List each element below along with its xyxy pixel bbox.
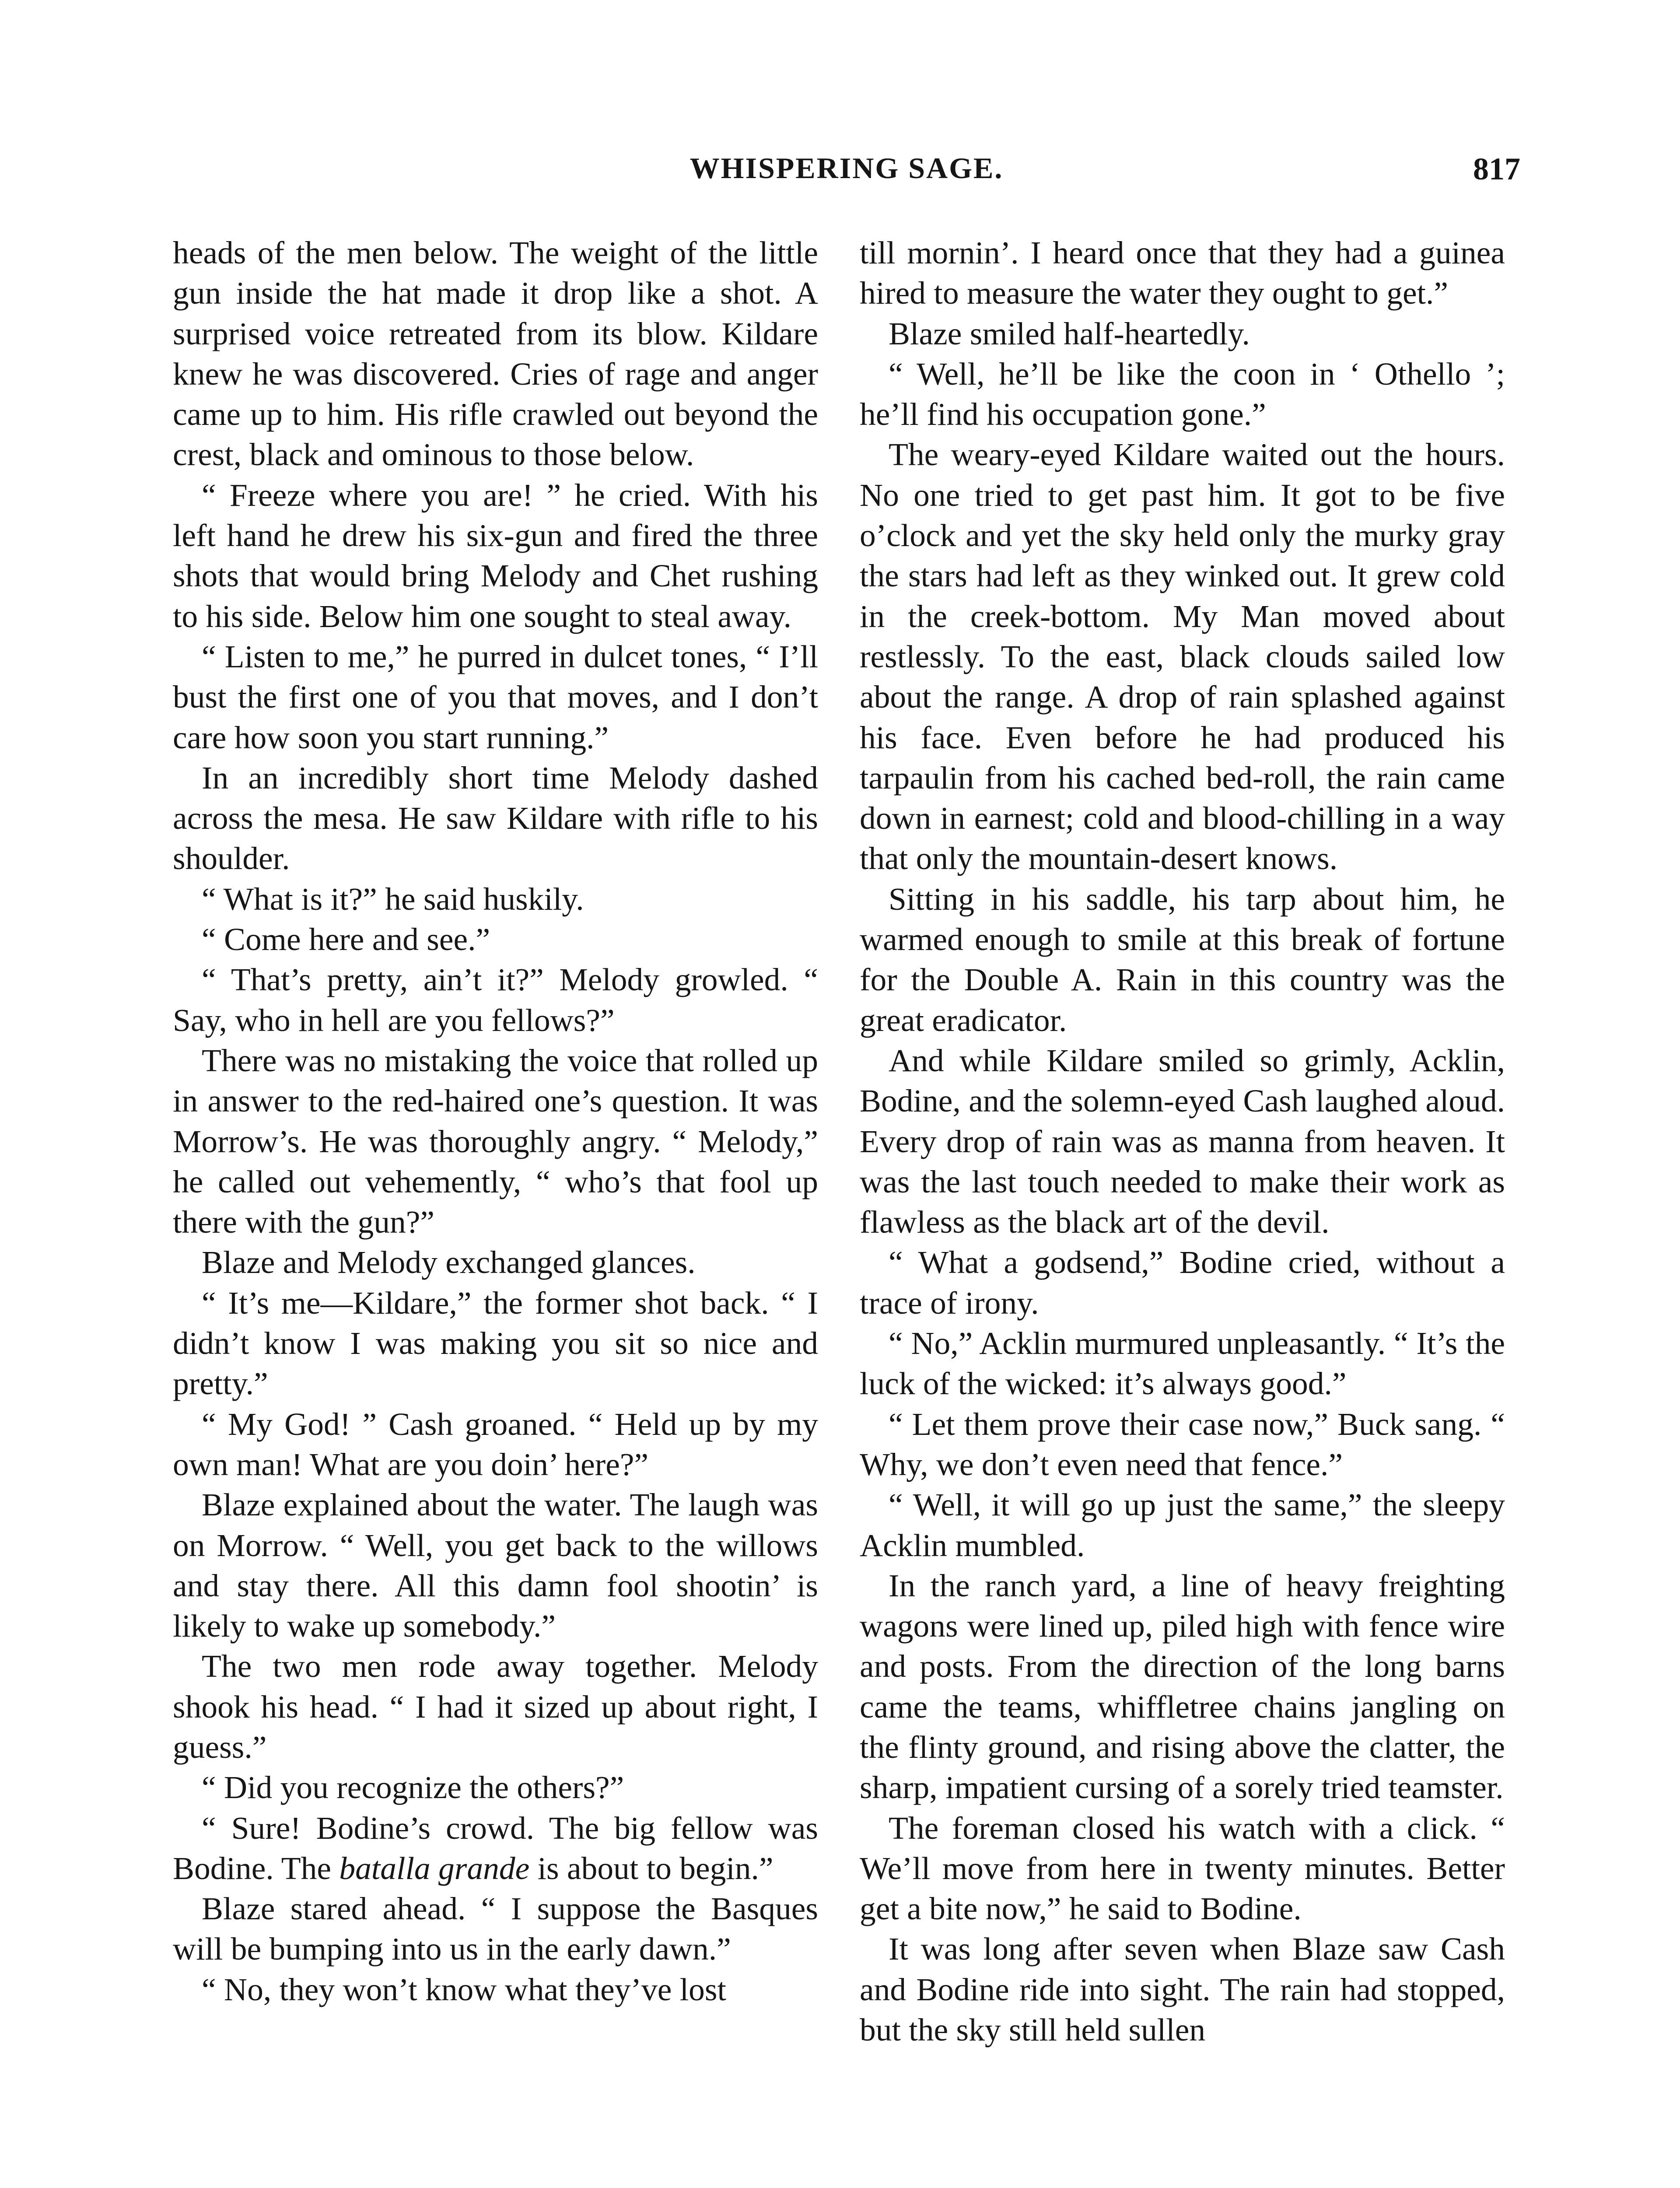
paragraph <box>860 1323 1505 1404</box>
paragraph <box>860 1242 1505 1323</box>
paragraph-text: It was long after seven when Blaze saw Cash and Bodine ride into sight. The rain had stopped, but the sky still held sullen <box>860 1931 1505 2048</box>
page-number: 817 <box>1473 151 1520 186</box>
paragraph <box>173 475 818 637</box>
paragraph-text-after: is about to begin.” <box>529 1850 774 1886</box>
left-text-column <box>173 233 818 2010</box>
paragraph <box>860 1485 1505 1566</box>
paragraph <box>173 1041 818 1242</box>
paragraph <box>173 1404 818 1485</box>
paragraph <box>173 1485 818 1646</box>
paragraph-text: “ Come here and see.” <box>202 922 490 957</box>
paragraph <box>860 1404 1505 1485</box>
paragraph <box>173 1808 818 1889</box>
paragraph <box>173 637 818 758</box>
paragraph-text: “ Listen to me,” he purred in dulcet tones, “ I’ll bust the first one of you that moves, and I don’t care how soon you start running.” <box>173 638 818 755</box>
paragraph-text: In the ranch yard, a line of heavy freighting wagons were lined up, piled high with fence wire and posts. From the direction of the long barns came the teams, whiffletree chains jangling on the flinty ground, and rising above the clatter, the sharp, impatient cursing of a sorely tried teamster. <box>860 1567 1505 1806</box>
running-title: WHISPERING SAGE. <box>690 151 1004 185</box>
paragraph-text: “ Well, he’ll be like the coon in ‘ Othello ’; he’ll find his occupation gone.” <box>860 356 1505 432</box>
paragraph <box>173 919 818 960</box>
paragraph <box>860 435 1505 879</box>
paragraph-text: Blaze and Melody exchanged glances. <box>202 1245 696 1280</box>
paragraph <box>860 879 1505 1041</box>
paragraph-text: “ What a godsend,” Bodine cried, without a trace of irony. <box>860 1245 1505 1321</box>
paragraph <box>173 1242 818 1283</box>
paragraph-text: “ Did you recognize the others?” <box>202 1770 624 1806</box>
paragraph <box>173 960 818 1041</box>
paragraph-text: “ No,” Acklin murmured unpleasantly. “ It’s the luck of the wicked: it’s always good.” <box>860 1325 1505 1402</box>
paragraph <box>173 879 818 919</box>
paragraph-text: “ What is it?” he said huskily. <box>202 881 584 917</box>
paragraph <box>860 1929 1505 2050</box>
paragraph <box>173 1889 818 1970</box>
paragraph-text: till mornin’. I heard once that they had a guinea hired to measure the water they ought to get.” <box>860 235 1505 311</box>
paragraph <box>860 1566 1505 1808</box>
right-text-column <box>860 233 1505 2050</box>
paragraph-text: The foreman closed his watch with a click. “ We’ll move from here in twenty minutes. Better get a bite now,” he said to Bodine. <box>860 1810 1505 1927</box>
paragraph <box>860 1808 1505 1929</box>
paragraph <box>173 758 818 879</box>
paragraph-text: In an incredibly short time Melody dashed across the mesa. He saw Kildare with rifle to his shoulder. <box>173 760 818 877</box>
paragraph-text: Sitting in his saddle, his tarp about him, he warmed enough to smile at this break of fortune for the Double A. Rain in this country was the great eradicator. <box>860 881 1505 1038</box>
paragraph-text: The weary-eyed Kildare waited out the hours. No one tried to get past him. It got to be five o’clock and yet the sky held only the murky gray the stars had left as they winked out. It grew cold in the creek-bottom. My Man moved about restlessly. To the east, black clouds sailed low about the range. A drop of rain splashed against his face. Even before he had produced his tarpaulin from his cached bed-roll, the rain came down in earnest; cold and blood-chilling in a way that only the mountain-desert knows. <box>860 437 1505 877</box>
paragraph <box>860 354 1505 435</box>
paragraph-text: “ Let them prove their case now,” Buck sang. “ Why, we don’t even need that fence.” <box>860 1406 1505 1482</box>
paragraph <box>173 233 818 475</box>
paragraph-text: The two men rode away together. Melody shook his head. “ I had it sized up about right, I guess.” <box>173 1648 818 1765</box>
paragraph-text: heads of the men below. The weight of the little gun inside the hat made it drop like a shot. A surprised voice retreated from its blow. Kildare knew he was discovered. Cries of rage and anger came up to him. His rifle crawled out beyond the crest, black and ominous to those below. <box>173 235 818 473</box>
paragraph <box>860 314 1505 354</box>
paragraph-text: And while Kildare smiled so grimly, Acklin, Bodine, and the solemn-eyed Cash laughed aloud. Every drop of rain was as manna from heaven. It was the last touch needed to make their work as flawless as the black art of the devil. <box>860 1042 1505 1240</box>
paragraph-text: “ Freeze where you are! ” he cried. With his left hand he drew his six-gun and fired the three shots that would bring Melody and Chet rushing to his side. Below him one sought to steal away. <box>173 477 818 634</box>
paragraph-text: Blaze smiled half-heartedly. <box>889 316 1250 351</box>
paragraph-text: “ Sure! Bodine’s crowd. The big fellow was Bodine. The <box>173 1810 818 1886</box>
paragraph-text: Blaze explained about the water. The laugh was on Morrow. “ Well, you get back to the willows and stay there. All this damn fool shootin’ is likely to wake up somebody.” <box>173 1487 818 1644</box>
paragraph <box>173 1646 818 1767</box>
paragraph-text: Blaze stared ahead. “ I suppose the Basques will be bumping into us in the early dawn.” <box>173 1891 818 1967</box>
paragraph-text: “ My God! ” Cash groaned. “ Held up by my own man! What are you doin’ here?” <box>173 1406 818 1482</box>
paragraph <box>860 1041 1505 1242</box>
italic-phrase: batalla grande <box>339 1850 530 1886</box>
paragraph <box>173 1767 818 1808</box>
paragraph-text: “ No, they won’t know what they’ve lost <box>202 1971 726 2007</box>
paragraph-text: “ Well, it will go up just the same,” the sleepy Acklin mumbled. <box>860 1487 1505 1563</box>
paragraph-text: “ It’s me—Kildare,” the former shot back. “ I didn’t know I was making you sit so nice and pretty.” <box>173 1285 818 1402</box>
paragraph-text: There was no mistaking the voice that rolled up in answer to the red-haired one’s question. It was Morrow’s. He was thoroughly angry. “ Melody,” he called out vehemently, “ who’s that fool up there with the gun?” <box>173 1042 818 1240</box>
paragraph-text: “ That’s pretty, ain’t it?” Melody growled. “ Say, who in hell are you fellows?” <box>173 962 818 1038</box>
running-header <box>173 151 1520 199</box>
paragraph <box>173 1970 818 2010</box>
paragraph <box>173 1283 818 1404</box>
paragraph <box>860 233 1505 314</box>
